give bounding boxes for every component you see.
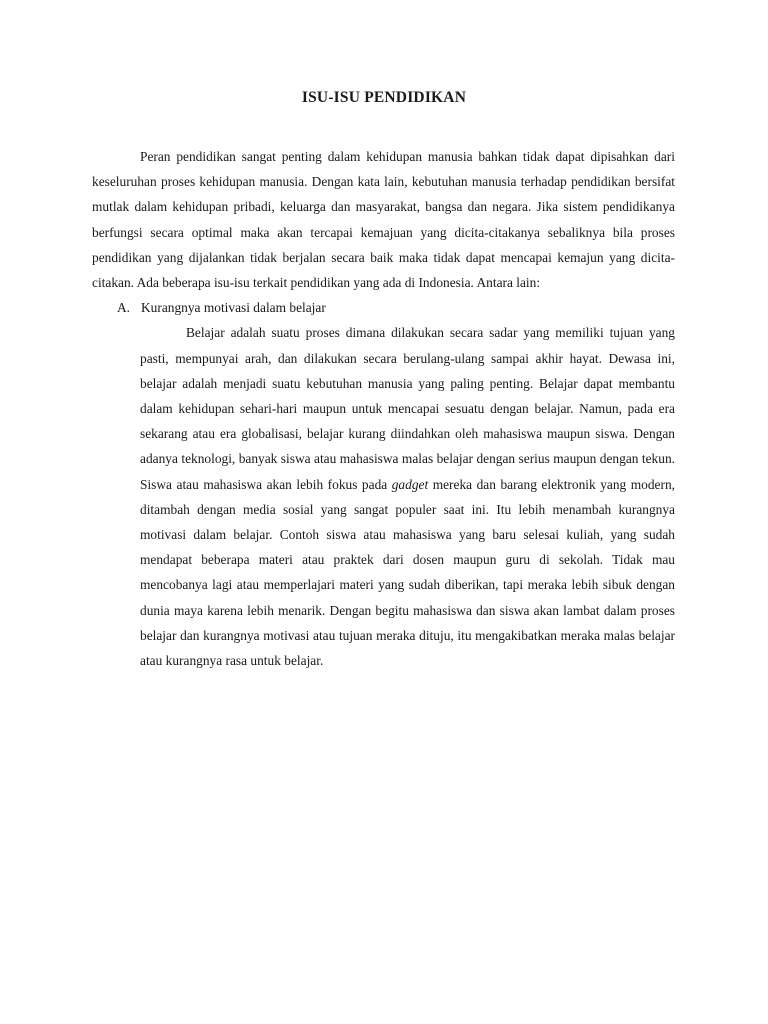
intro-paragraph: Peran pendidikan sangat penting dalam kehidupan manusia bahkan tidak dapat dipisahkan dari keseluruhan proses kehidupan manusia. Dengan kata lain, kebutuhan manusia terhadap pendidikan bersifat mutlak dalam kehidupan pribadi, keluarga dan masyarakat, bangsa dan negara. Jika sistem pendidikanya berfungsi secara optimal maka akan tercapai kemajuan yang dicita-citakanya sebaliknya bila proses pendidikan yang dijalankan tidak berjalan secara baik maka tidak dapat mencapai kemajun yang dicita-citakan. Ada beberapa isu-isu terkait pendidikan yang ada di Indonesia. Antara lain: — [92, 149, 675, 291]
document-body — [92, 144, 675, 673]
section-a-text-part-1: Belajar adalah suatu proses dimana dilakukan secara sadar yang memiliki tujuan yang pasti, mempunyai arah, dan dilakukan secara berulang-ulang sampai akhir hayat. Dewasa ini, belajar adalah menjadi suatu kebutuhan manusia yang paling penting. Belajar dapat membantu dalam kehidupan sehari-hari maupun untuk mencapai sesuatu dengan belajar. Namun, pada era sekarang atau era globalisasi, belajar kurang diindahkan oleh mahasiswa maupun siswa. Dengan adanya teknologi, banyak siswa atau mahasiswa malas belajar dengan serius maupun dengan tekun. Siswa atau mahasiswa akan lebih fokus pada — [140, 325, 675, 492]
section-a-heading-text: Kurangnya motivasi dalam belajar — [141, 300, 326, 316]
section-a-italic-term: gadget — [391, 476, 429, 492]
section-a-heading — [92, 295, 675, 320]
section-a-marker: A. — [117, 300, 131, 316]
section-a-text-part-2: mereka dan barang elektronik yang modern, ditambah dengan media sosial yang sangat populer saat ini. Itu lebih menambah kurangnya motivasi dalam belajar. Contoh siswa atau mahasiswa yang baru selesai kuliah, yang sudah mendapat beberapa materi atau praktek dari dosen maupun guru di sekolah. Tidak mau mencobanya lagi atau memperlajari materi yang sudah diberikan, tapi meraka lebih sibuk dengan dunia maya karena lebih menarik. Dengan begitu mahasiswa dan siswa akan lambat dalam proses belajar dan kurangnya motivasi atau tujuan meraka dituju, itu mengakibatkan meraka malas belajar atau kurangnya rasa untuk belajar. — [140, 476, 675, 669]
section-a-paragraph — [140, 320, 675, 673]
page-title: ISU-ISU PENDIDIKAN — [301, 89, 467, 106]
